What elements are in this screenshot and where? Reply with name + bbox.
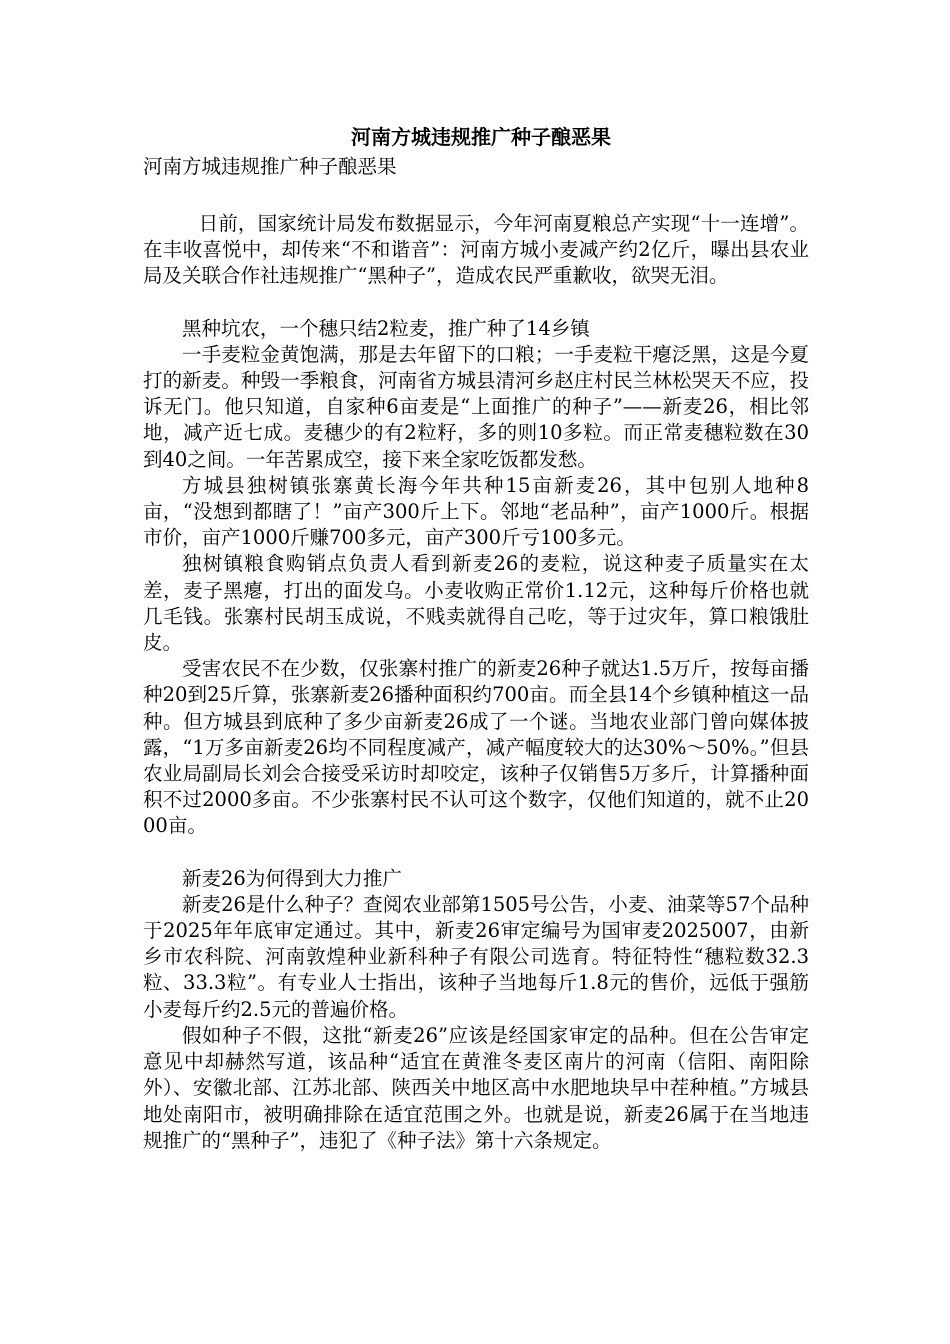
section1-paragraph-4: 受害农民不在少数，仅张寨村推广的新麦26种子就达1.5万斤，按每亩播种20到25斤算，张寨新麦26播种面积约700亩。而全县14个乡镇种植这一品种。但方城县到底种了多少亩新麦26成了一个谜。当地农业部门曾向媒体披露，“1万多亩新麦26均不同程度减产，减产幅度较大的达30%～50%。”但县农业局副局长刘会合接受采访时却咬定，该种子仅销售5万多斤，计算播种面积不过2000多亩。不少张寨村民不认可这个数字，仅他们知道的，就不止2000亩。: [143, 657, 809, 838]
section-heading-1: 黑种坑农，一个穗只结2粒麦，推广种了14乡镇: [182, 316, 590, 340]
section-heading-2: 新麦26为何得到大力推广: [182, 866, 402, 890]
spacer: [143, 181, 809, 211]
section2-paragraph-2: 假如种子不假，这批“新麦26”应该是经国家审定的品种。但在公告审定意见中却赫然写道，该品种“适宜在黄淮冬麦区南片的河南（信阳、南阳除外）、安徽北部、江苏北部、陕西关中地区高中水肥地块早中茬种植。”方城县地处南阳市，被明确排除在适宜范围之外。也就是说，新麦26属于在当地违规推广的“黑种子”，违犯了《种子法》第十六条规定。: [143, 1023, 809, 1152]
section2-paragraph-1: 新麦26是什么种子？查阅农业部第1505号公告，小麦、油菜等57个品种于2025年年底审定通过。其中，新麦26审定编号为国审麦2025007，由新乡市农科院、河南敦煌种业新科种子有限公司选育。特征特性“穗粒数32.3粒、33.3粒”。有专业人士指出，该种子当地每斤1.8元的售价，远低于强筋小麦每斤约2.5元的普遍价格。: [143, 892, 809, 1021]
document-subtitle: 河南方城违规推广种子酿恶果: [143, 155, 397, 178]
section1-paragraph-1: 一手麦粒金黄饱满，那是去年留下的口粮；一手麦粒干瘪泛黑，这是今夏打的新麦。种毁一季粮食，河南省方城县清河乡赵庄村民兰林松哭天不应，投诉无门。他只知道，自家种6亩麦是“上面推广的种子”——新麦26，相比邻地，减产近七成。麦穗少的有2粒籽，多的则10多粒。而正常麦穗粒数在30到40之间。一年苦累成空，接下来全家吃饭都发愁。: [143, 342, 809, 471]
document-title: 河南方城违规推广种子酿恶果: [351, 125, 611, 149]
spacer: [143, 290, 809, 316]
document-page: [143, 122, 809, 1154]
intro-paragraph: 日前，国家统计局发布数据显示，今年河南夏粮总产实现“十一连增”。在丰收喜悦中，却传来“不和谐音”：河南方城小麦减产约2亿斤，曝出县农业局及关联合作社违规推广“黑种子”，造成农民严重歉收，欲哭无泪。: [143, 212, 809, 288]
spacer: [143, 840, 809, 866]
section1-paragraph-2: 方城县独树镇张寨黄长海今年共种15亩新麦26，其中包别人地种8亩，“没想到都瞎了！”亩产300斤上下。邻地“老品种”，亩产1000斤。根据市价，亩产1000斤赚700多元，亩产300斤亏100多元。: [143, 473, 809, 550]
section1-paragraph-3: 独树镇粮食购销点负责人看到新麦26的麦粒，说这种麦子质量实在太差，麦子黑瘪，打出的面发乌。小麦收购正常价1.12元，这种每斤价格也就几毛钱。张寨村民胡玉成说，不贱卖就得自己吃，等于过灾年，算口粮饿肚皮。: [143, 552, 809, 655]
